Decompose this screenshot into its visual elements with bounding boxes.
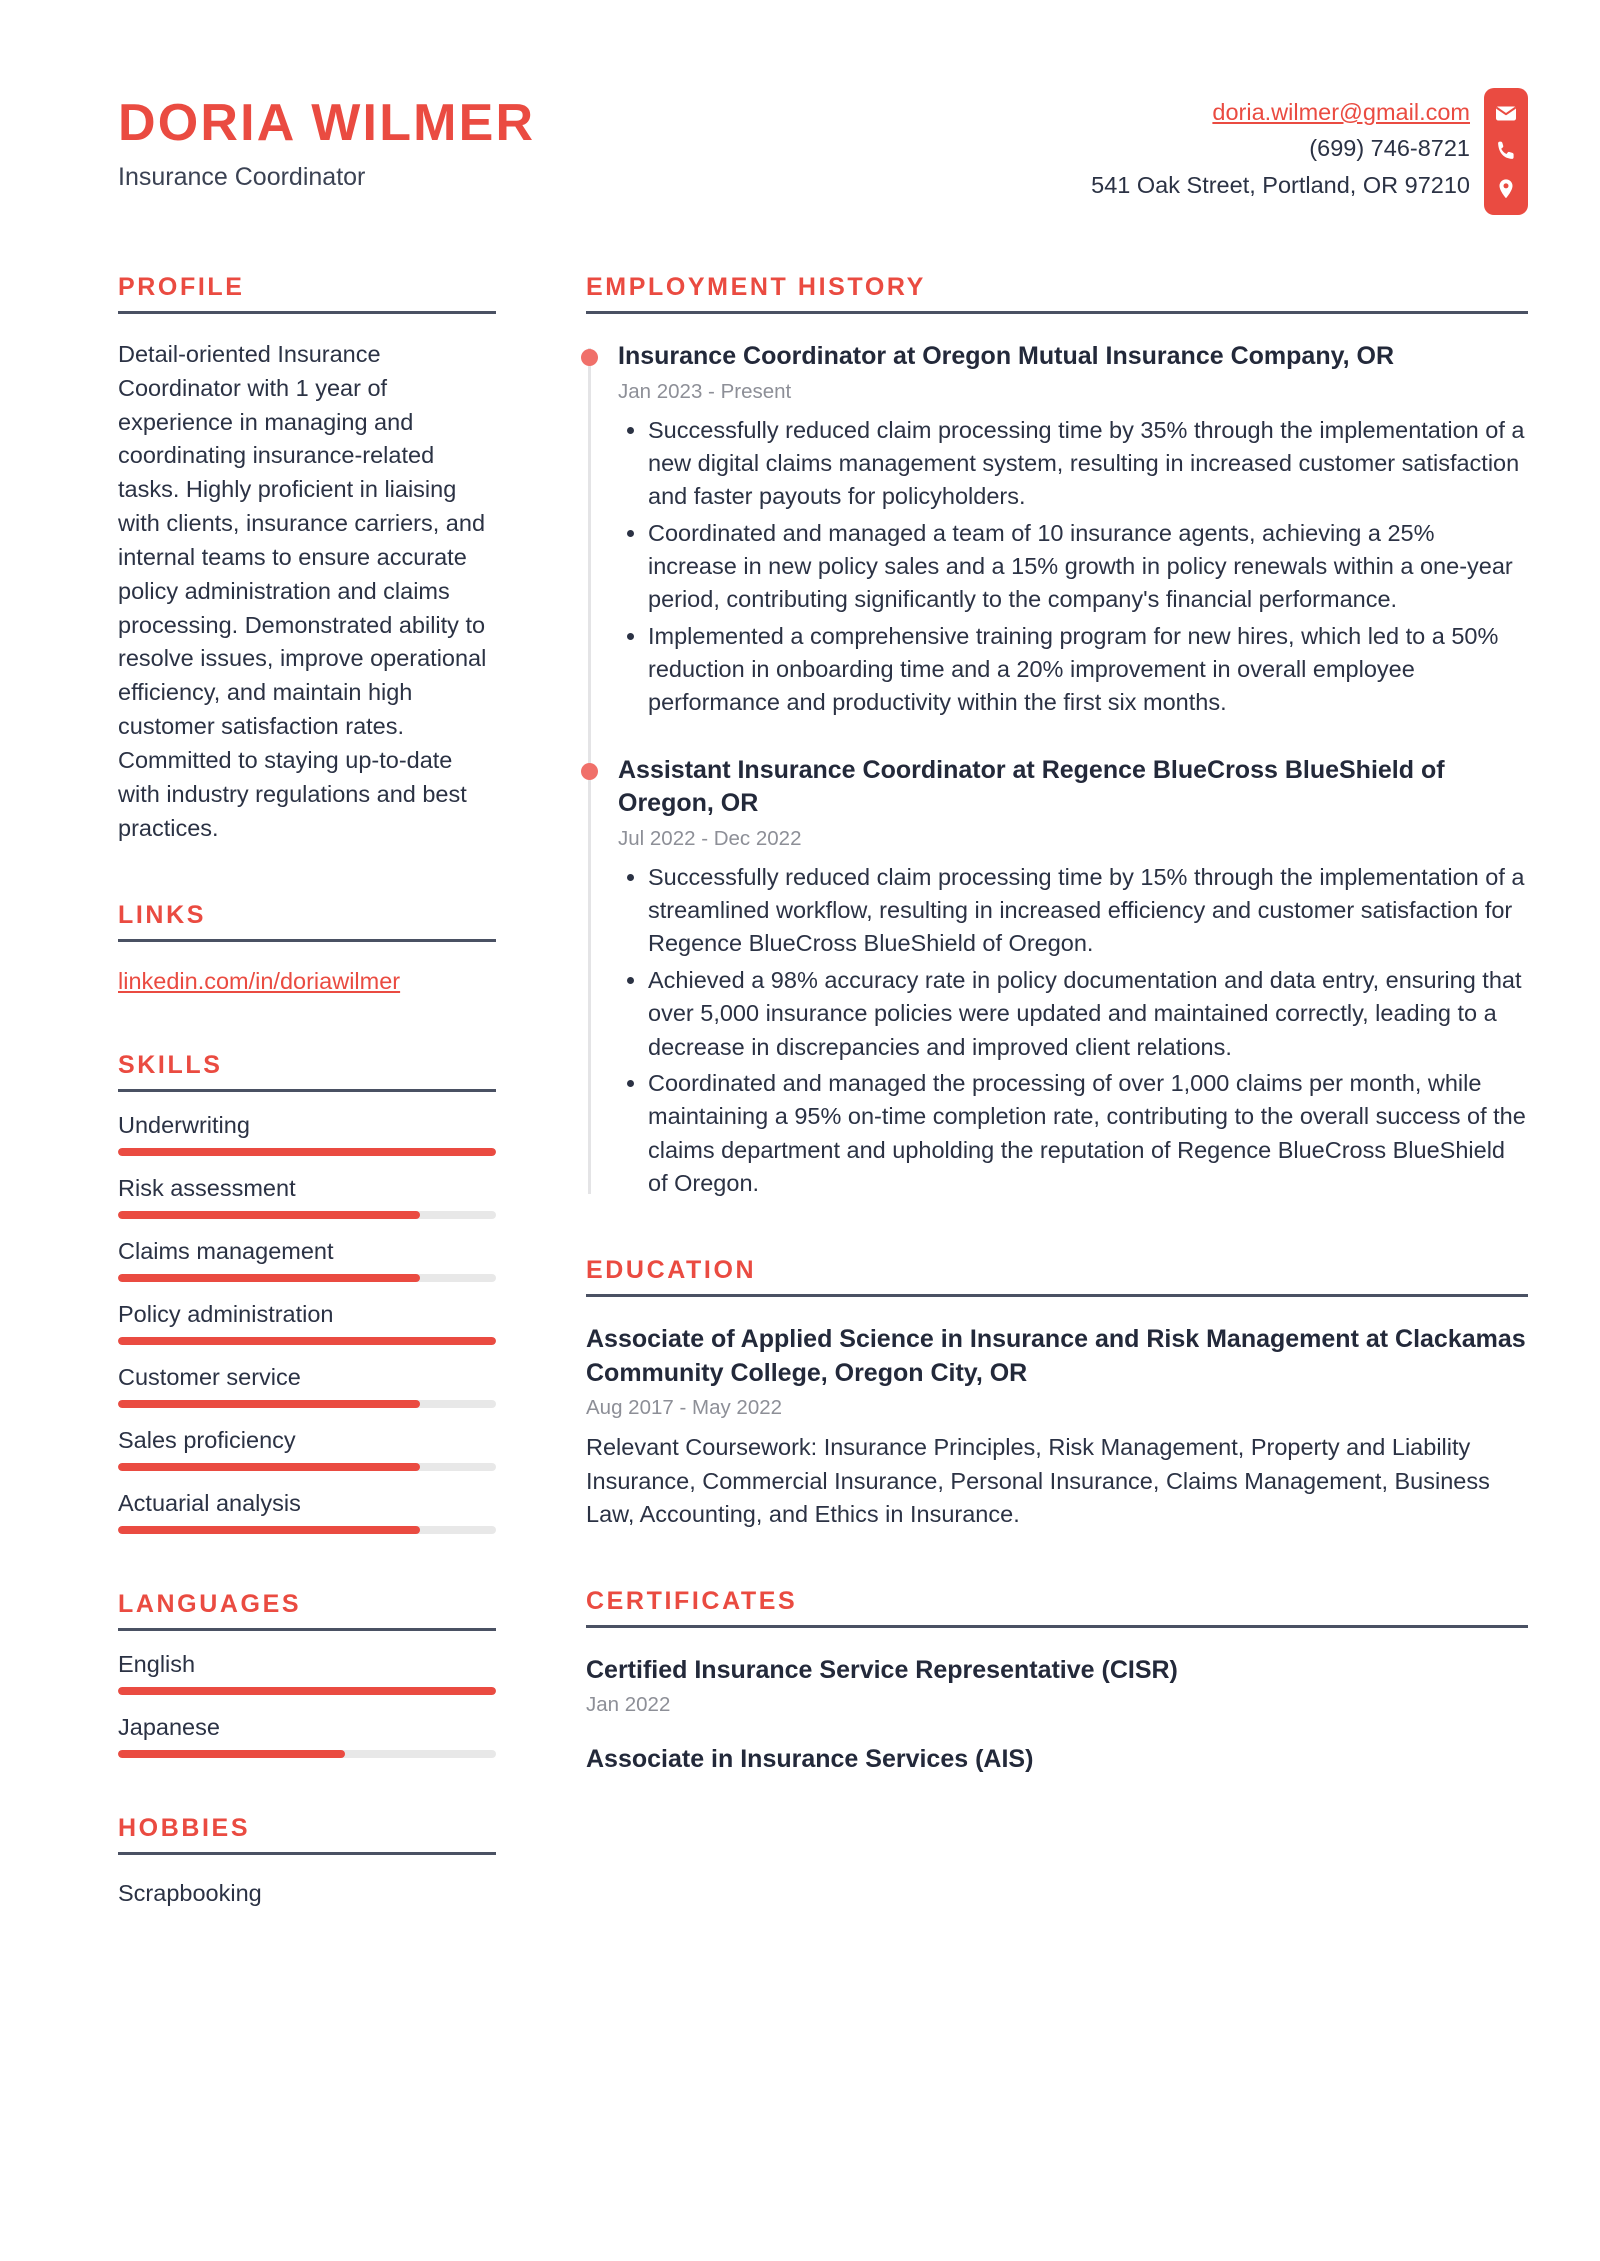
envelope-icon: [1494, 101, 1518, 125]
skill-label: Actuarial analysis: [118, 1490, 301, 1517]
timeline-dot-icon: [581, 349, 598, 366]
section-heading-employment: EMPLOYMENT HISTORY: [586, 273, 926, 301]
section-heading-education: EDUCATION: [586, 1256, 757, 1285]
job-bullet: • Coordinated and managed a team of 10 insurance agents, achieving a 25% increase in new policy sales and a 15% growth in policy renewals within a one-year period, contributing significantly to the company's financial performance.: [648, 517, 1528, 617]
skill-bar-fill: [118, 1526, 420, 1534]
phone-icon: [1494, 139, 1518, 163]
language-bar-track: [118, 1687, 496, 1695]
skill-bar-track: [118, 1274, 496, 1282]
skill-bar-track: [118, 1526, 496, 1534]
main-column: [536, 273, 1528, 1775]
list-item: Scrapbooking: [118, 1880, 262, 1907]
section-heading-certificates: CERTIFICATES: [586, 1587, 798, 1616]
contact-icon-rail: [1484, 88, 1528, 215]
list-item: [618, 340, 1528, 720]
certificate-date: Jan 2022: [586, 1692, 671, 1716]
list-item: [118, 1490, 496, 1534]
list-item: [118, 1238, 496, 1282]
job-date: Jan 2023 - Present: [618, 379, 792, 403]
section-education: [586, 1256, 1528, 1531]
list-item: [118, 1175, 496, 1219]
section-heading-links: LINKS: [118, 901, 206, 930]
header-job-title: Insurance Coordinator: [118, 162, 366, 191]
job-title: Assistant Insurance Coordinator at Regence BlueCross BlueShield of Oregon, OR: [618, 755, 1445, 818]
list-item: [118, 1301, 496, 1345]
list-item: [118, 1112, 496, 1156]
list-item: [118, 1427, 496, 1471]
languages-list: [118, 1651, 496, 1758]
certificate-name: Certified Insurance Service Representative (CISR): [586, 1656, 1178, 1685]
skill-bar-fill: [118, 1463, 420, 1471]
sidebar-column: [118, 273, 536, 1907]
section-rule: [586, 1294, 1528, 1297]
section-heading-hobbies: HOBBIES: [118, 1814, 251, 1843]
contact-block: [1091, 88, 1528, 215]
page-title: DORIA WILMER: [118, 94, 536, 152]
section-certificates: [586, 1587, 1528, 1775]
skill-label: Policy administration: [118, 1301, 334, 1328]
skill-bar-track: [118, 1148, 496, 1156]
education-date: Aug 2017 - May 2022: [586, 1396, 783, 1420]
education-description: Relevant Coursework: Insurance Principles, Risk Management, Property and Liability Insurance, Commercial Insurance, Personal Insurance, Claims Management, Business Law, Accounting, and Ethics in Insurance.: [586, 1434, 1490, 1528]
job-date: Jul 2022 - Dec 2022: [618, 826, 802, 850]
section-hobbies: [118, 1814, 496, 1907]
job-title: Insurance Coordinator at Oregon Mutual Insurance Company, OR: [618, 342, 1395, 370]
skill-label: Underwriting: [118, 1112, 250, 1139]
skill-bar-track: [118, 1337, 496, 1345]
list-item: [586, 1654, 1528, 1717]
section-employment-history: [586, 273, 1528, 1200]
job-bullet: • Coordinated and managed the processing of over 1,000 claims per month, while maintaining a 95% on-time completion rate, contributing to the overall success of the claims department and upholding the reputation of Regence BlueCross BlueShield of Oregon.: [648, 1067, 1528, 1200]
job-bullets: [618, 414, 1528, 720]
contact-lines: [1091, 88, 1470, 203]
skill-bar-fill: [118, 1148, 496, 1156]
contact-phone: (699) 746-8721: [1309, 135, 1470, 162]
list-item: [586, 1323, 1528, 1531]
job-bullet: • Successfully reduced claim processing time by 35% through the implementation of a new digital claims management system, resulting in increased customer satisfaction and faster payouts for policyholders.: [648, 414, 1528, 514]
skill-label: Claims management: [118, 1238, 334, 1265]
list-item: [618, 754, 1528, 1201]
language-label: Japanese: [118, 1714, 220, 1741]
list-item: [118, 1714, 496, 1758]
skill-bar-track: [118, 1211, 496, 1219]
skill-bar-fill: [118, 1337, 496, 1345]
section-heading-languages: LANGUAGES: [118, 1590, 302, 1619]
education-title: Associate of Applied Science in Insurance and Risk Management at Clackamas Community College, Oregon City, OR: [586, 1325, 1526, 1387]
language-label: English: [118, 1651, 196, 1678]
contact-email-row: [1091, 94, 1470, 130]
list-item: [118, 968, 496, 995]
skill-label: Customer service: [118, 1364, 301, 1391]
section-rule: [118, 939, 496, 942]
email-link[interactable]: doria.wilmer@gmail.com: [1212, 99, 1470, 125]
section-rule: [118, 1852, 496, 1855]
skill-bar-fill: [118, 1274, 420, 1282]
section-rule: [118, 1089, 496, 1092]
resume-header: [0, 0, 1600, 215]
language-bar-fill: [118, 1687, 496, 1695]
section-rule: [586, 311, 1528, 314]
name-block: [118, 88, 535, 192]
language-bar-fill: [118, 1750, 345, 1758]
timeline-dot-icon: [581, 763, 598, 780]
resume-body: [0, 215, 1600, 1907]
section-rule: [586, 1625, 1528, 1628]
list-item: [586, 1743, 1528, 1776]
language-bar-track: [118, 1750, 496, 1758]
skill-label: Sales proficiency: [118, 1427, 296, 1454]
contact-address: 541 Oak Street, Portland, OR 97210: [1091, 171, 1470, 198]
section-heading-skills: SKILLS: [118, 1051, 223, 1080]
section-profile: [118, 273, 496, 845]
location-pin-icon: [1494, 177, 1518, 201]
certificate-name: Associate in Insurance Services (AIS): [586, 1744, 1034, 1773]
skills-list: [118, 1112, 496, 1534]
section-links: [118, 901, 496, 995]
job-bullets: [618, 861, 1528, 1201]
section-languages: [118, 1590, 496, 1758]
profile-text: Detail-oriented Insurance Coordinator with 1 year of experience in managing and coordinating insurance-related tasks. Highly proficient in liaising with clients, insurance carriers, and internal teams to ensure accurate policy administration and claims processing. Demonstrated ability to resolve issues, improve operational efficiency, and maintain high customer satisfaction rates. Committed to staying up-to-date with industry regulations and best practices.: [118, 341, 487, 841]
job-bullet: • Successfully reduced claim processing time by 15% through the implementation of a streamlined workflow, resulting in increased efficiency and customer satisfaction for Regence BlueCross BlueShield of Oregon.: [648, 861, 1528, 961]
skill-bar-fill: [118, 1211, 420, 1219]
skill-bar-fill: [118, 1400, 420, 1408]
skill-bar-track: [118, 1463, 496, 1471]
job-bullet: • Achieved a 98% accuracy rate in policy documentation and data entry, ensuring that over 5,000 insurance policies were updated and maintained correctly, leading to a decrease in discrepancies and improved client relations.: [648, 964, 1528, 1064]
skill-bar-track: [118, 1400, 496, 1408]
employment-timeline: [586, 340, 1528, 1200]
section-rule: [118, 1628, 496, 1631]
section-heading-profile: PROFILE: [118, 273, 245, 301]
list-item: [118, 1364, 496, 1408]
linkedin-link[interactable]: linkedin.com/in/doriawilmer: [118, 968, 401, 995]
skill-label: Risk assessment: [118, 1175, 296, 1202]
job-bullet: • Implemented a comprehensive training program for new hires, which led to a 50% reduction in onboarding time and a 20% improvement in overall employee performance and productivity within the first six months.: [648, 620, 1528, 720]
list-item: [118, 1651, 496, 1695]
section-skills: [118, 1051, 496, 1534]
section-rule: [118, 311, 496, 314]
